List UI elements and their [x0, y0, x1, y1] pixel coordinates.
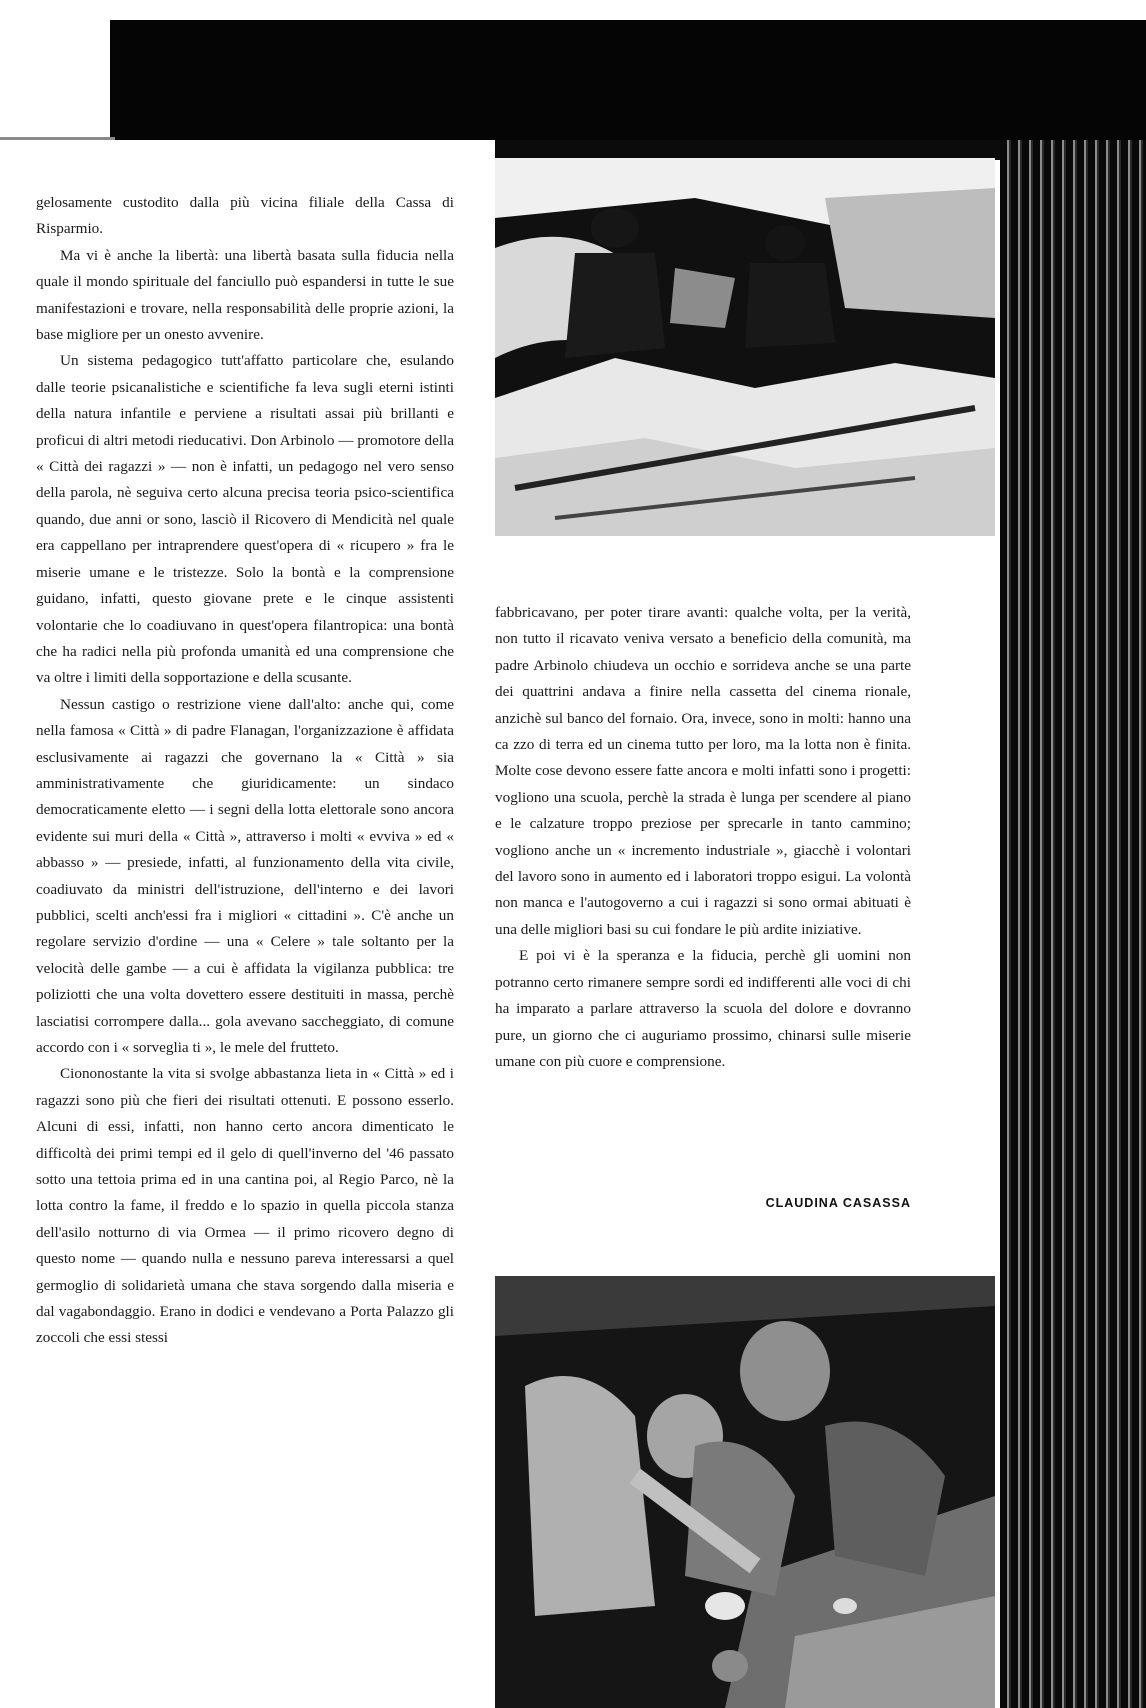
paragraph: fabbricavano, per poter tirare avanti: qualche volta, per la verità, non tutto il ricavato veniva versato a beneficio della comunità, ma padre Arbinolo chiudeva un occhio e sorrideva anche se una parte dei quattrini andava a finire nella cassetta del cinema rionale, anzichè sul banco del fornaio. Ora, invece, sono in molti: hanno una ca zzo di terra ed un cinema tutto per loro, ma la lotta non è finita. Molte cose devono essere fatte ancora e molti infatti sono i progetti: vogliono una scuola, perchè la strada è lunga per scendere al piano e le calzature troppo preziose per sprecarle in tanto cammino; vogliono anche un « incremento industriale », giacchè i volontari del lavoro sono in aumento ed i laboratori troppo esigui. La volontà non manca e l'autogoverno a cui i ragazzi si sono ormai abituati è una delle migliori basi su cui fondare le più ardite iniziative.: [495, 604, 911, 938]
article-column-right: [495, 600, 911, 1075]
paragraph: Nessun castigo o restrizione viene dall'alto: anche qui, come nella famosa « Città » di padre Flanagan, l'organizzazione è affidata esclusivamente ai ragazzi che governano la « Città » sia amministrativamente che giuridicamente: un sindaco democraticamente eletto — i segni della lotta elettorale sono ancora evidente sui muri della « Città », attraverso i molti « evviva » ed « abbasso » — presiede, infatti, al funzionamento della vita civile, coadiuvato da ministri dell'istruzione, dell'interno e dei lavori pubblici, scelti anch'essi fra i migliori « cittadini ». C'è anche un regolare servizio d'ordine — una « Celere » tale soltanto per la velocità delle gambe — a cui è affidata la vigilanza pubblica: tre poliziotti che una volta dovettero essere destituiti in massa, perchè lasciatisi corrompere dalla... gola avevano saccheggiato, di comune accordo con i « sorveglia ti », le mele del frutteto.: [36, 695, 454, 1056]
paragraph: E poi vi è la speranza e la fiducia, perchè gli uomini non potranno certo rimanere sempre sordi ed indifferenti alle voci di chi ha imparato a parlare attraverso la scuola del dolore e dovranno pure, un giorno che ci auguriamo prossimo, chinarsi sulle miserie umane con più cuore e comprensione.: [495, 947, 911, 1070]
paragraph: Ma vi è anche la libertà: una libertà basata sulla fiducia nella quale il mondo spirituale del fanciullo può espandersi in tutte le sue manifestazioni e trovare, nella responsabilità delle proprie azioni, la base migliore per un onesto avvenire.: [36, 246, 454, 344]
author-byline: CLAUDINA CASASSA: [765, 1196, 911, 1210]
paragraph: Ciononostante la vita si svolge abbastanza lieta in « Città » ed i ragazzi sono più che fieri dei risultati ottenuti. E possono esserlo. Alcuni di essi, infatti, non hanno certo ancora dimenticato le difficoltà dei primi tempi ed il gelo di quell'inverno del '46 passato sotto una tettoia prima ed in una cantina poi, al Regio Parco, nè la lotta contro la fame, il freddo e lo spazio in quella piccola stanza dell'asilo notturno di via Ormea — il primo ricovero degno di questo nome — quando nulla e nessuno pareva interessarsi a quel germoglio di solidarietà umana che stava sorgendo dalla miseria e dal vagabondaggio. Erano in dodici e vendevano a Porta Palazzo gli zoccoli che essi stessi: [36, 1065, 454, 1347]
top-gray-rule: [0, 137, 115, 140]
article-column-left: [36, 190, 454, 1352]
paragraph: gelosamente custodito dalla più vicina filiale della Cassa di Risparmio.: [36, 194, 454, 238]
photo-children-playing-marbles: [495, 1276, 995, 1708]
striped-edge-border: [1000, 140, 1146, 1708]
photo-shadow-band: [495, 140, 1000, 160]
top-black-band: [110, 20, 1146, 140]
photo-children-working-outdoors: [495, 158, 995, 536]
paragraph: Un sistema pedagogico tutt'affatto particolare che, esulando dalle teorie psicanalistiche e scientifiche fa leva sugli eterni istinti della natura infantile e perviene a risultati assai più brillanti e proficui di altri metodi rieducativi. Don Arbinolo — promotore della « Città dei ragazzi » — non è infatti, un pedagogo nel vero senso della parola, nè seguiva certo alcuna precisa teoria psico-scientifica quando, due anni or sono, lasciò il Ricovero di Mendicità nel quale era cappellano per intraprendere quest'opera di « ricupero » fra le miserie umane e le tristezze. Solo la bontà e la comprensione guidano, infatti, questo giovane prete e le cinque assistenti volontarie che lo coadiuvano in quest'opera filantropica: una bontà che ha radici nella più profonda umanità ed una comprensione che va oltre i limiti della sopportazione e della scusante.: [36, 352, 454, 687]
